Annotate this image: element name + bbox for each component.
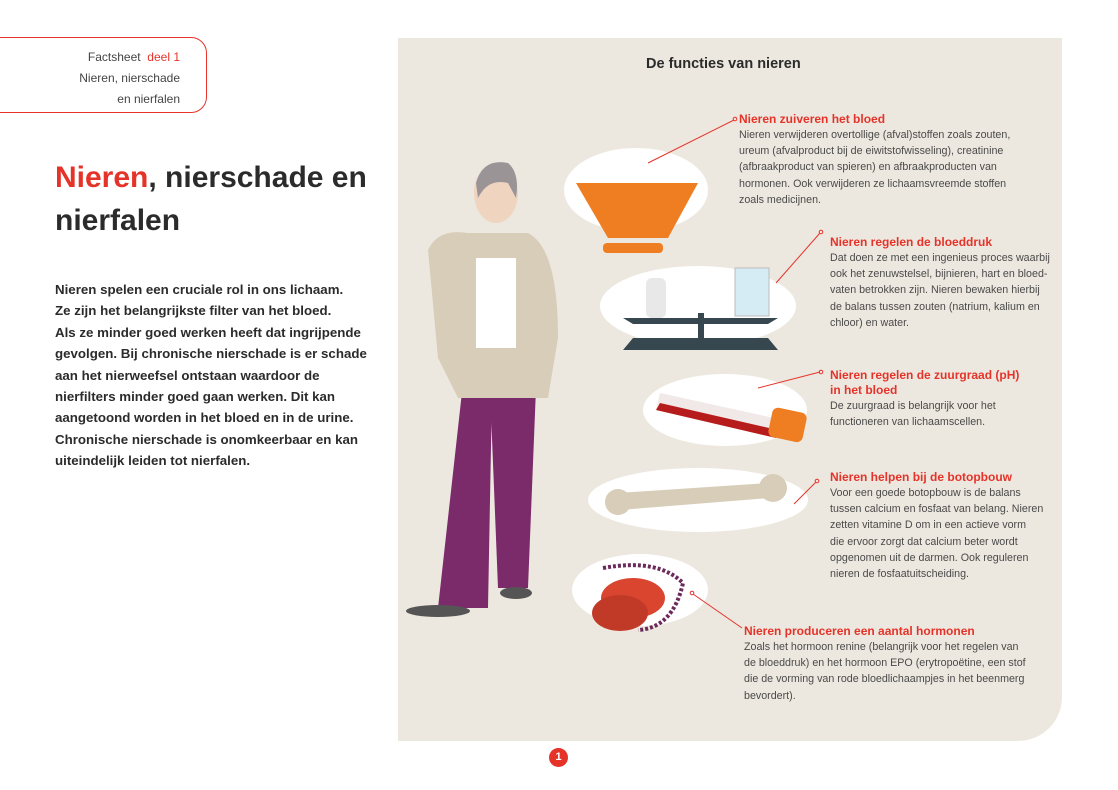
panel-title: De functies van nieren: [646, 56, 801, 72]
text-line: hormonen. Ook verwijderen ze lichaamsvreemde stoffen: [739, 177, 1007, 190]
text-line: Nieren regelen de bloeddruk: [830, 235, 993, 249]
part-label: deel 1: [147, 50, 180, 64]
text-line: die ervoor zorgt dat calcium beter wordt: [830, 535, 1018, 548]
function-heading: [739, 112, 1010, 127]
text-line: Nieren spelen een cruciale rol in ons lichaam.: [55, 282, 344, 297]
title-text: , nierschade en: [148, 161, 367, 194]
text-line: gevolgen. Bij chronische nierschade is er schade: [55, 346, 367, 362]
title-text: nierfalen: [55, 204, 181, 237]
text-line: aangetoond worden in het bloed en in de urine.: [55, 410, 354, 426]
text-line: Chronische nierschade is onomkeerbaar en kan: [55, 431, 358, 447]
text-line: Nieren regelen de zuurgraad (pH): [830, 368, 1020, 382]
text-line: Zoals het hormoon renine (belangrijk voor het regelen van: [744, 641, 1019, 653]
function-text: [744, 639, 1026, 704]
text-line: ureum (afvalproduct bij de eiwitstofwisseling), creatinine: [739, 145, 1004, 158]
text-line: chloor) en water.: [830, 316, 910, 329]
text-line: vaten betrokken zijn. Nieren bewaken hierbij: [830, 284, 1040, 297]
function-heading: [830, 235, 1050, 250]
function-text: [739, 127, 1010, 208]
header-subject-line: en nierfalen: [117, 92, 180, 106]
text-line: Dat doen ze met een ingenieus proces waarbij: [830, 252, 1050, 264]
text-line: bevordert).: [744, 689, 796, 702]
text-line: tussen calcium en fosfaat van belang. Nieren: [830, 503, 1044, 516]
text-line: zetten vitamine D om in een actieve vorm: [830, 519, 1027, 532]
function-heading: [830, 470, 1043, 485]
text-line: Als ze minder goed werken heeft dat ingrijpende: [55, 324, 361, 340]
function-block: [830, 470, 1043, 582]
text-line: Nieren produceren een aantal hormonen: [744, 624, 975, 638]
text-line: Nieren zuiveren het bloed: [739, 112, 886, 126]
woman-illustration: [406, 162, 558, 617]
text-line: de bloeddruk) en het hormoon EPO (erytropoëtine, een stof: [744, 657, 1026, 670]
function-block: [739, 112, 1010, 208]
text-line: Nieren helpen bij de botopbouw: [830, 470, 1012, 484]
title-highlight: Nieren: [55, 161, 149, 194]
document-header-box: [0, 37, 207, 113]
text-line: (afbraakproduct van spieren) en afbraakproducten van: [739, 161, 997, 174]
text-line: nieren de fosfaatuitscheiding.: [830, 568, 970, 581]
function-block: [830, 235, 1050, 331]
function-text: [830, 398, 1019, 430]
text-line: ook het zenuwstelsel, bijnieren, hart en bloed-: [830, 268, 1048, 281]
text-line: Ze zijn het belangrijkste filter van het bloed.: [55, 303, 332, 319]
factsheet-label: Factsheet: [87, 50, 141, 64]
function-text: [830, 250, 1050, 331]
function-block: [744, 624, 1026, 704]
function-heading: [830, 368, 1019, 398]
text-line: De zuurgraad is belangrijk voor het: [830, 400, 996, 412]
function-heading: [744, 624, 1026, 639]
text-line: in het bloed: [830, 383, 898, 397]
page-title: [55, 156, 367, 242]
text-line: functioneren van lichaamscellen.: [830, 416, 986, 429]
text-line: die de vorming van rode bloedlichaampjes in het beenmerg: [744, 673, 1025, 686]
page-number: 1: [549, 748, 568, 767]
intro-paragraph: [55, 279, 367, 472]
text-line: uiteindelijk leiden tot nierfalen.: [55, 453, 251, 469]
text-line: de balans tussen zouten (natrium, kalium en: [830, 300, 1040, 313]
function-block: [830, 368, 1019, 430]
text-line: zoals medicijnen.: [739, 193, 821, 206]
text-line: Voor een goede botopbouw is de balans: [830, 487, 1021, 499]
header-subject-line: Nieren, nierschade: [79, 71, 180, 85]
text-line: aan het nierweefsel ontstaan waardoor de: [55, 367, 320, 383]
text-line: opgenomen uit de darmen. Ook reguleren: [830, 551, 1029, 564]
function-text: [830, 485, 1043, 582]
text-line: Nieren verwijderen overtollige (afval)stoffen zoals zouten,: [739, 129, 1011, 141]
text-line: nierfilters minder goed gaan werken. Dit kan: [55, 389, 336, 405]
